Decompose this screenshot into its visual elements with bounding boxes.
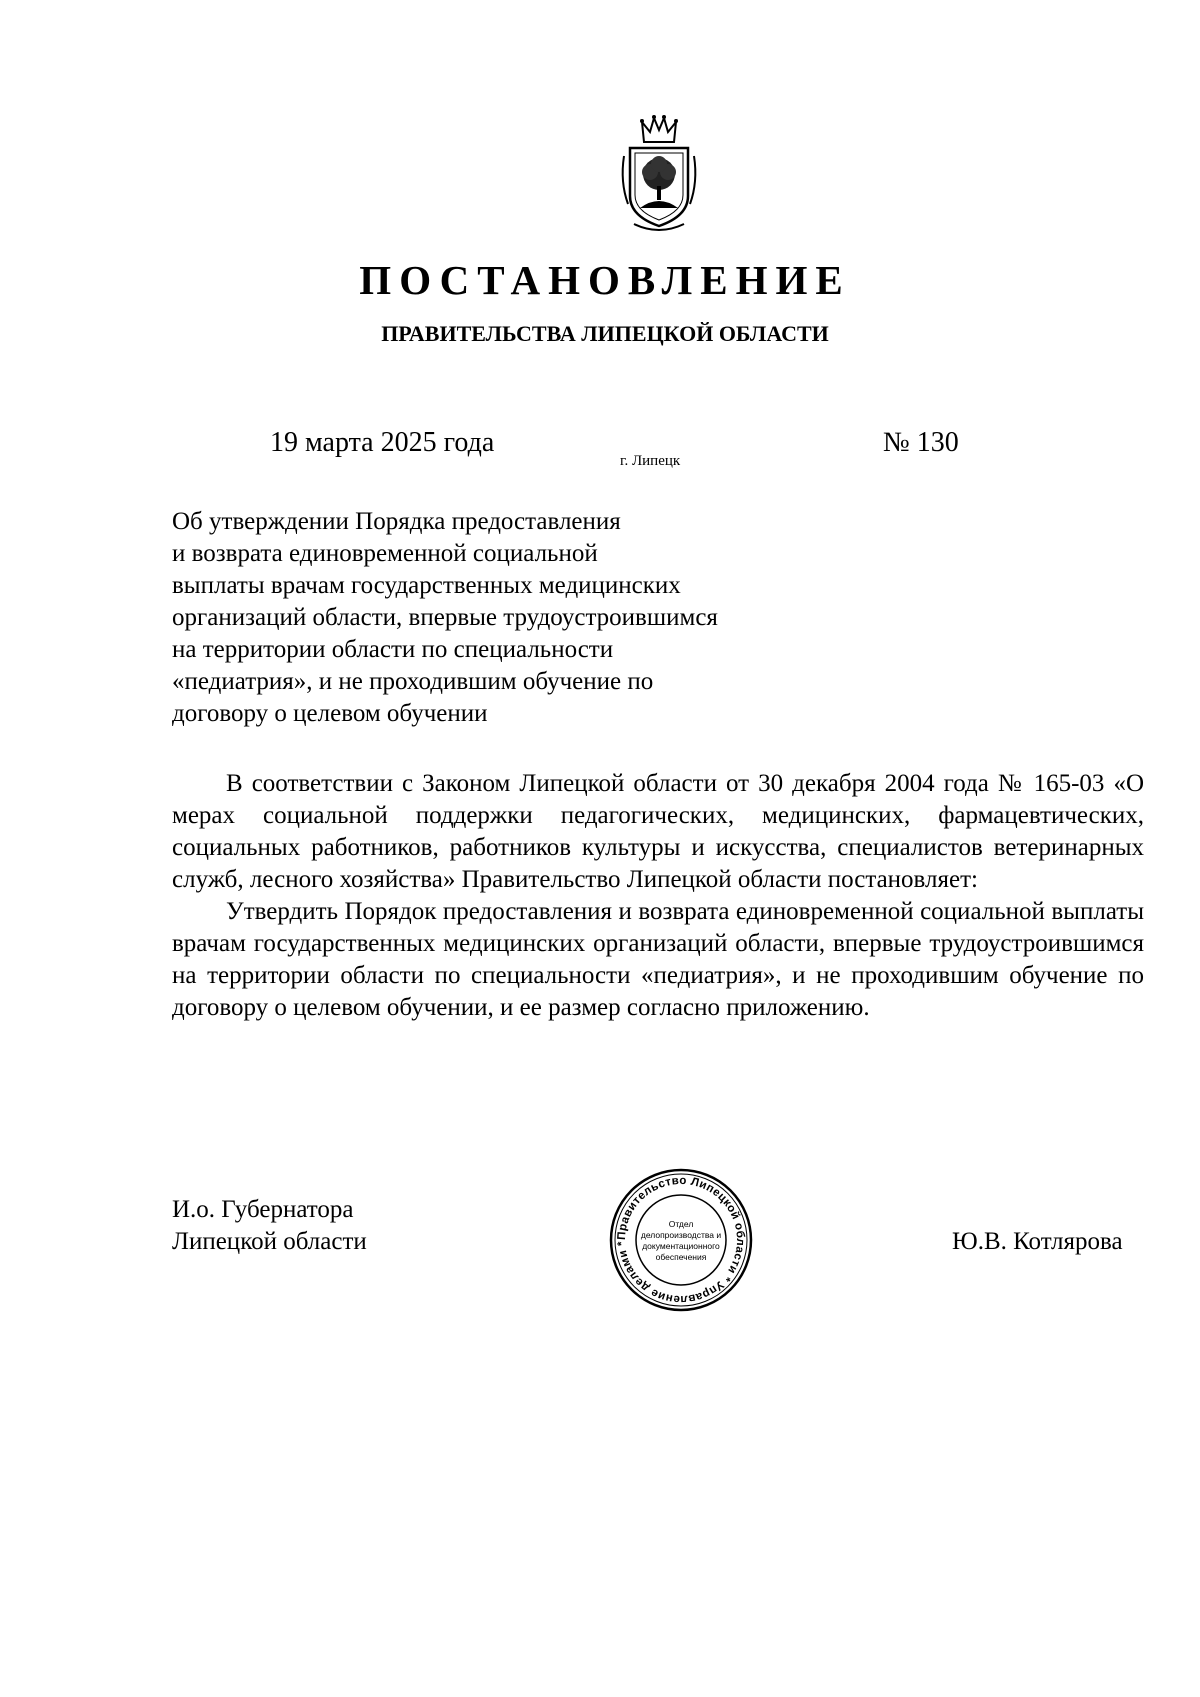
stamp-ring-text: Правительство Липецкой области * Управление делами * [615,1174,747,1306]
subject-line: договору о целевом обучении [172,700,488,727]
body-paragraph: Утвердить Порядок предоставления и возврата единовременной социальной выплаты врачам государственных медицинских организаций области, впервые трудоустроившимся на территории области по специальности «педиатрия», и не проходившим обучение по договору о целевом обучении, и ее размер согласно приложению. [172,898,1144,1021]
coat-of-arms-icon [618,112,700,236]
signer-title-line: Липецкой области [172,1228,367,1255]
subject-line: Об утверждении Порядка предоставления [172,508,621,535]
document-subject [172,506,812,730]
stamp-center-line: Отдел [668,1219,694,1229]
document-city: г. Липецк [620,453,681,469]
stamp-center-line: документационного [642,1241,720,1251]
stamp-center-line: делопроизводства и [640,1230,722,1240]
subject-line: организаций области, впервые трудоустроившимся [172,604,718,631]
subject-line: «педиатрия», и не проходившим обучение по [172,668,654,695]
document-type-title: ПОСТАНОВЛЕНИЕ [359,257,851,303]
document-number: № 130 [883,427,959,458]
official-stamp-icon [608,1167,754,1313]
signer-title [172,1194,367,1258]
document-issuer: ПРАВИТЕЛЬСТВА ЛИПЕЦКОЙ ОБЛАСТИ [381,321,829,346]
body-paragraph: В соответствии с Законом Липецкой области от 30 декабря 2004 года № 165-03 «О мерах социальной поддержки педагогических, медицинских, фармацевтических, социальных работников, работников культуры и искусства, специалистов ветеринарных служб, лесного хозяйства» Правительство Липецкой области постановляет: [172,770,1144,893]
document-date: 19 марта 2025 года [270,427,495,458]
stamp-center-line: обеспечения [655,1252,707,1262]
signer-name: Ю.В. Котлярова [952,1228,1123,1255]
subject-line: выплаты врачам государственных медицинских [172,572,681,599]
subject-line: и возврата единовременной социальной [172,540,598,567]
signer-title-line: И.о. Губернатора [172,1196,354,1223]
document-body [172,768,1144,1024]
subject-line: на территории области по специальности [172,636,614,663]
